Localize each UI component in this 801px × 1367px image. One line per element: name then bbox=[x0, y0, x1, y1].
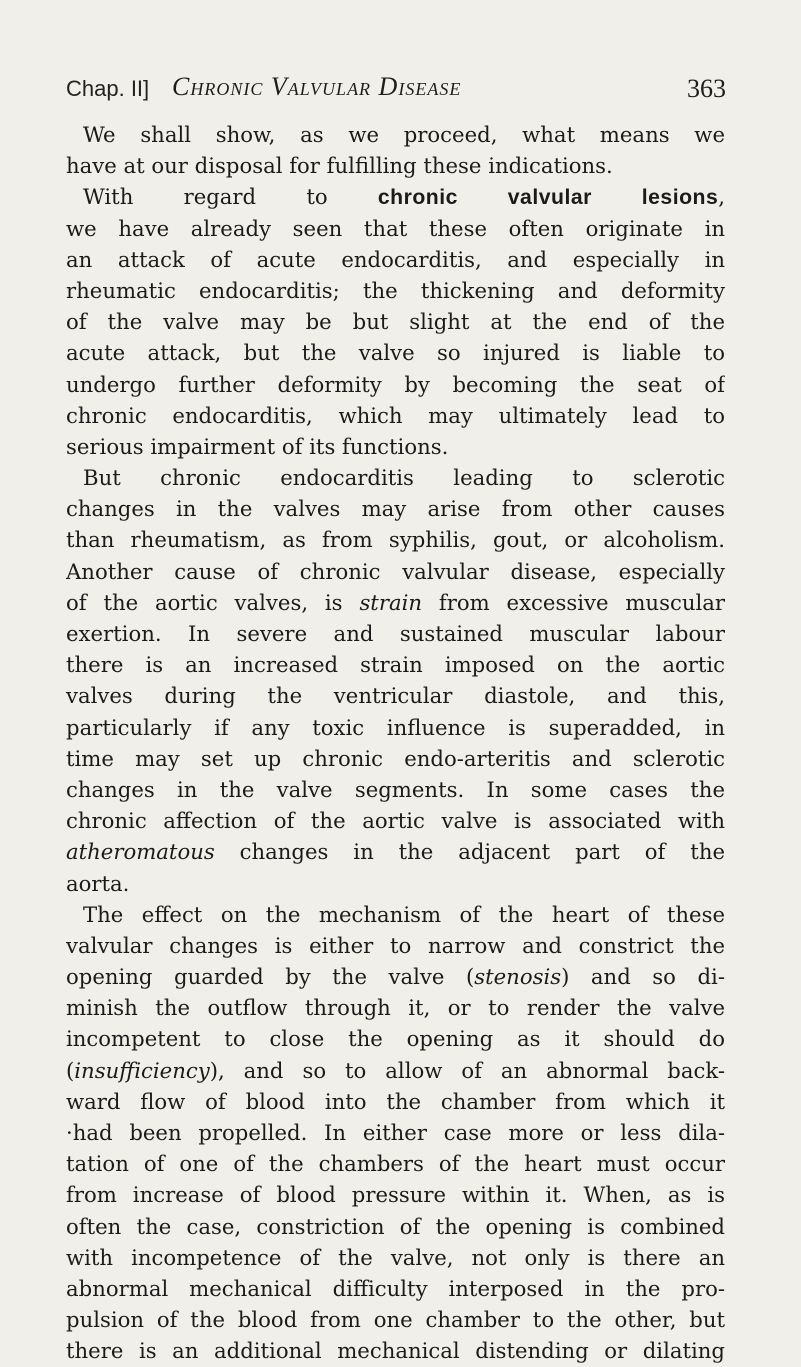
text-line: Another cause of chronic valvular disease, especially bbox=[66, 558, 725, 584]
text-line: ·had been propelled. In either case more or less dila- bbox=[66, 1120, 725, 1145]
text-line: rheumatic endocarditis; the thickening and deformity bbox=[66, 277, 725, 303]
text-line: changes in the valves may arise from other causes bbox=[66, 496, 725, 522]
text-line: The effect on the mechanism of the heart of these bbox=[83, 901, 725, 927]
text-line: exertion. In severe and sustained muscular labour bbox=[66, 621, 725, 646]
text-line: minish the outflow through it, or to render the valve bbox=[66, 995, 725, 1021]
chapter-reference: Chap. II] bbox=[66, 76, 150, 101]
text-line: an attack of acute endocarditis, and especially in bbox=[66, 246, 725, 272]
text-line: valves during the ventricular diastole, and this, bbox=[66, 683, 725, 709]
text-line: But chronic endocarditis leading to sclerotic bbox=[83, 465, 725, 491]
running-title: Chronic Valvular Disease bbox=[172, 72, 462, 101]
body-text bbox=[66, 119, 725, 1367]
text-line: there is an increased strain imposed on the aortic bbox=[66, 652, 725, 678]
text-line: have at our disposal for fulfilling these indications. bbox=[66, 153, 613, 179]
text-line: than rheumatism, as from syphilis, gout, or alcoholism. bbox=[66, 527, 725, 553]
text-line: there is an additional mechanical distending or dilating bbox=[66, 1338, 725, 1364]
text-line: changes in the valve segments. In some cases the bbox=[66, 776, 725, 802]
text-line: with incompetence of the valve, not only is there an bbox=[66, 1244, 725, 1270]
text-line: serious impairment of its functions. bbox=[66, 433, 449, 459]
text-line: of the valve may be but slight at the end of the bbox=[66, 309, 725, 335]
italic-term: strain bbox=[359, 589, 423, 615]
text-line: incompetent to close the opening as it should do bbox=[66, 1026, 725, 1052]
text-line: chronic affection of the aortic valve is associated with bbox=[66, 808, 725, 834]
text-line: often the case, constriction of the opening is combined bbox=[66, 1213, 725, 1239]
text-line: chronic endocarditis, which may ultimately lead to bbox=[66, 402, 725, 428]
text-line: undergo further deformity by becoming the seat of bbox=[66, 371, 725, 397]
text-line: particularly if any toxic influence is superadded, in bbox=[66, 714, 725, 740]
text-line: we have already seen that these often originate in bbox=[66, 215, 725, 241]
page-header bbox=[66, 72, 726, 112]
text-line: from increase of blood pressure within it. When, as is bbox=[66, 1182, 725, 1208]
text-line: valvular changes is either to narrow and constrict the bbox=[66, 932, 725, 958]
text-line: (insufficiency), and so to allow of an abnormal back- bbox=[66, 1057, 725, 1083]
text-line: We shall show, as we proceed, what means we bbox=[83, 122, 725, 147]
italic-term: insufficiency bbox=[74, 1057, 210, 1083]
text-line: aorta. bbox=[66, 870, 130, 896]
italic-term: atheromatous bbox=[66, 839, 215, 865]
text-line: ward flow of blood into the chamber from which it bbox=[66, 1088, 725, 1114]
bold-term: chronic valvular lesions bbox=[377, 186, 719, 210]
text-line: opening guarded by the valve (stenosis) and so di- bbox=[66, 964, 725, 990]
text-line: abnormal mechanical difficulty interposed in the pro- bbox=[66, 1275, 725, 1301]
text-line: time may set up chronic endo-arteritis and sclerotic bbox=[66, 745, 725, 771]
italic-term: stenosis bbox=[474, 964, 562, 990]
text-line: With regard to chronic valvular lesions, bbox=[83, 184, 725, 210]
text-line: atheromatous changes in the adjacent part of the bbox=[66, 839, 725, 865]
text-line: pulsion of the blood from one chamber to the other, but bbox=[66, 1307, 725, 1333]
text-line: tation of one of the chambers of the heart must occur bbox=[66, 1151, 725, 1177]
text-line: acute attack, but the valve so injured is liable to bbox=[66, 340, 725, 366]
page-number: 363 bbox=[687, 74, 726, 103]
text-line: of the aortic valves, is strain from excessive muscular bbox=[66, 589, 725, 615]
